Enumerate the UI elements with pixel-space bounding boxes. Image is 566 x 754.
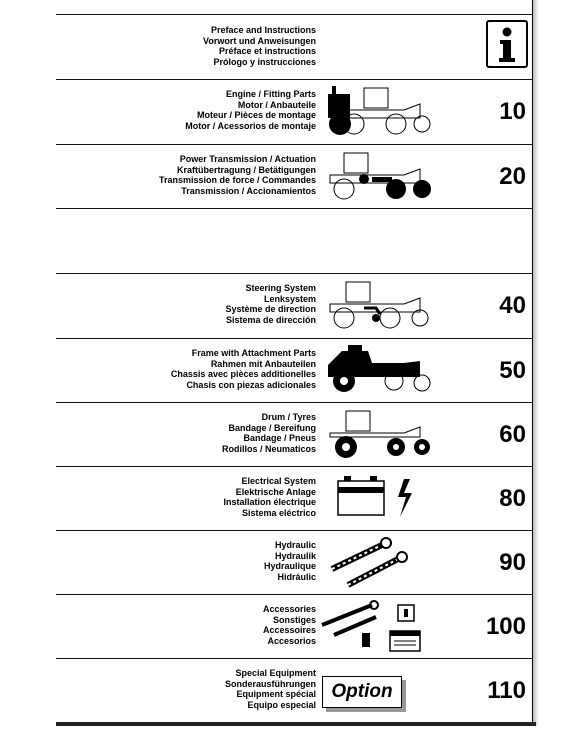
- section-line: Motor / Anbauteile: [237, 99, 316, 110]
- section-number: 110: [487, 677, 526, 704]
- machine-steering-highlight-icon: [324, 278, 434, 330]
- section-line: Hydraulic: [274, 540, 316, 550]
- section-line: Power Transmission / Actuation: [179, 154, 316, 164]
- option-label-icon: Option: [322, 676, 402, 708]
- machine-engine-highlight-icon: [324, 84, 434, 136]
- section-line: Prólogo y instrucciones: [213, 56, 316, 67]
- page-bottom-border: [56, 722, 536, 726]
- section-engine[interactable]: [56, 79, 532, 144]
- document-page: [56, 0, 534, 724]
- section-line: Hydraulique: [263, 561, 316, 571]
- section-number: 60: [499, 421, 526, 448]
- section-line: Kraftübertragung / Betätigungen: [177, 164, 316, 175]
- section-line: Hydraulik: [274, 550, 316, 561]
- section-line: Lenksystem: [263, 293, 316, 304]
- battery-lightning-icon: [332, 473, 422, 523]
- section-line: Chassis avec pièces additionelles: [170, 369, 316, 379]
- section-number: 20: [499, 163, 526, 190]
- machine-drive-highlight-icon: [324, 149, 434, 201]
- section-line: Chasis con piezas adicionales: [186, 379, 316, 390]
- section-electrical[interactable]: [56, 466, 532, 531]
- section-frame[interactable]: [56, 338, 532, 403]
- section-line: Sistema de dirección: [225, 314, 316, 325]
- section-line: Drum / Tyres: [261, 412, 316, 422]
- section-steering[interactable]: [56, 273, 532, 338]
- section-preface[interactable]: [56, 14, 532, 79]
- section-line: Special Equipment: [235, 668, 316, 678]
- section-line: Accessoires: [262, 625, 316, 635]
- section-line: Accessories: [262, 604, 316, 614]
- section-line: Motor / Acessorios de montaje: [185, 120, 316, 131]
- section-line: Transmission de force / Commandes: [158, 175, 316, 185]
- section-number: 10: [499, 98, 526, 125]
- section-number: 50: [499, 357, 526, 384]
- section-power-transmission[interactable]: [56, 144, 532, 209]
- section-line: Préface et instructions: [218, 46, 316, 56]
- section-line: Steering System: [245, 283, 316, 293]
- section-number: 80: [499, 485, 526, 512]
- section-number: 40: [499, 292, 526, 319]
- info-icon: [486, 20, 528, 68]
- wrench-tools-icon: [318, 599, 428, 655]
- section-line: Sistema eléctrico: [241, 507, 316, 518]
- section-line: Transmission / Accionamientos: [181, 185, 316, 196]
- section-line: Preface and Instructions: [210, 25, 316, 35]
- section-line: Bandage / Pneus: [243, 433, 316, 443]
- section-line: Frame with Attachment Parts: [191, 348, 316, 358]
- section-line: Vorwort und Anweisungen: [203, 35, 316, 46]
- section-empty: [56, 208, 532, 273]
- section-line: Accesorios: [267, 635, 316, 646]
- hydraulic-hose-icon: [326, 535, 416, 589]
- section-drum-tyres[interactable]: [56, 402, 532, 467]
- section-line: Elektrische Anlage: [235, 486, 316, 497]
- section-line: Bandage / Bereifung: [228, 422, 316, 433]
- section-line: Système de direction: [225, 304, 316, 314]
- section-special-equipment[interactable]: [56, 658, 532, 723]
- section-accessories[interactable]: [56, 594, 532, 659]
- section-line: Sonderausführungen: [224, 678, 316, 689]
- section-line: Rahmen mit Anbauteilen: [210, 358, 316, 369]
- section-hydraulic[interactable]: [56, 530, 532, 595]
- section-number: 100: [485, 613, 526, 640]
- section-line: Hidráulic: [277, 571, 316, 582]
- section-line: Equipo especial: [247, 699, 316, 710]
- section-line: Electrical System: [241, 476, 316, 486]
- section-line: Moteur / Pièces de montage: [196, 110, 316, 120]
- section-line: Engine / Fitting Parts: [225, 89, 316, 99]
- section-line: Installation électrique: [223, 497, 316, 507]
- section-line: Equipment spécial: [236, 689, 316, 699]
- section-number: 90: [499, 549, 526, 576]
- page-shadow-right: [533, 0, 539, 726]
- machine-frame-highlight-icon: [324, 343, 434, 395]
- section-line: Rodillos / Neumaticos: [221, 443, 316, 454]
- machine-tyres-highlight-icon: [324, 407, 434, 459]
- section-line: Sonstiges: [272, 614, 316, 625]
